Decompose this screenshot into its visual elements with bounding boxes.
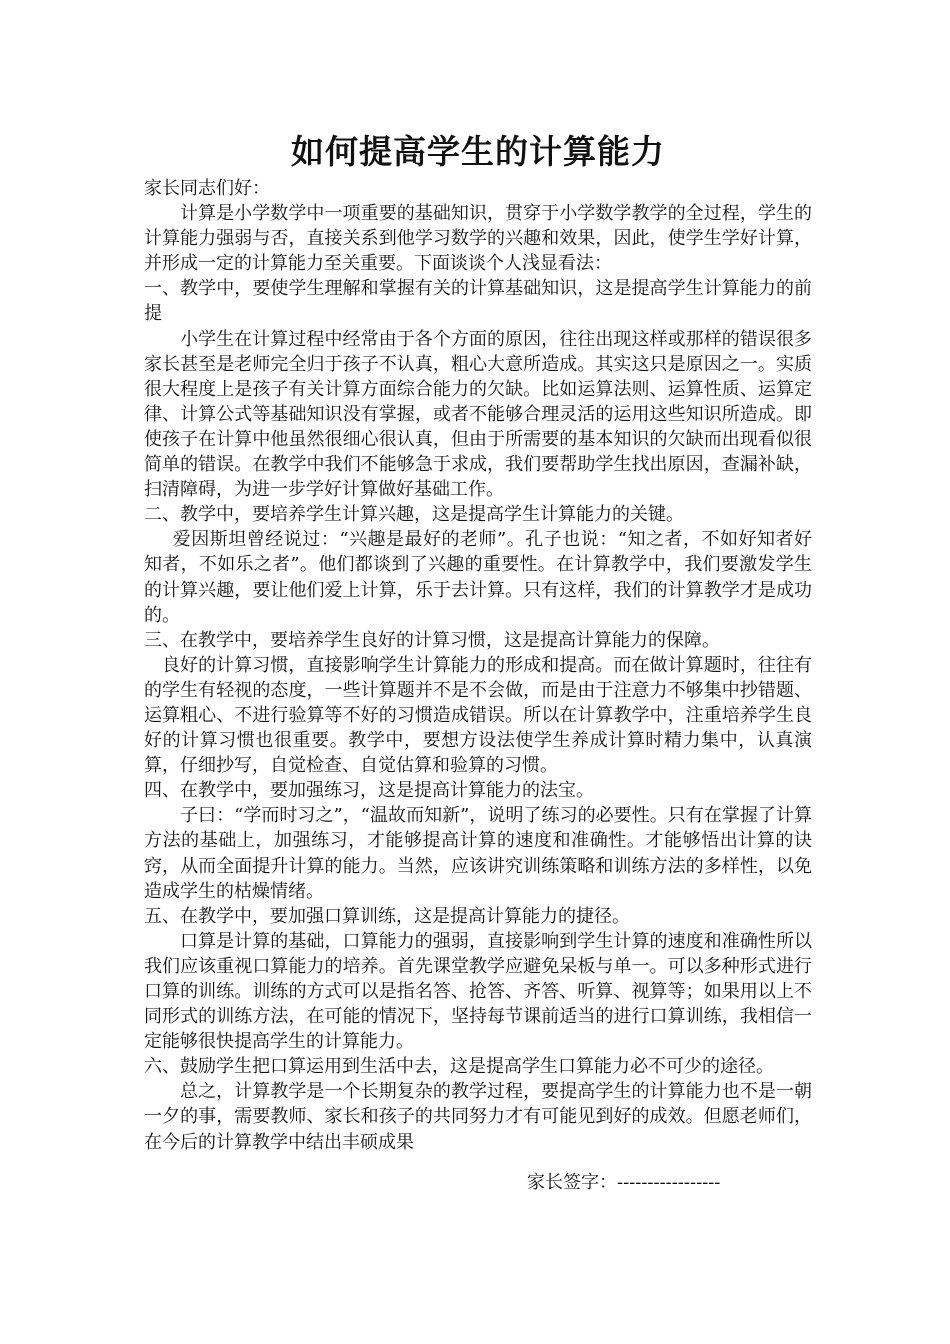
greeting: 家长同志们好： bbox=[144, 178, 270, 199]
paragraph-section-5: 口算是计算的基础，口算能力的强弱，直接影响到学生计算的速度和准确性所以我们应该重视口算能力的培养。首先课堂教学应避免呆板与单一。可以多种形式进行口算的训练。训练的方式可以是指名答、抢答、齐答、听算、视算等；如果用以上不同形式的训练方法，在可能的情况下，坚持每节课前适当的进行口算训练，我相信一定能够很快提高学生的计算能力。 bbox=[144, 930, 812, 1053]
section-heading-2: 二、教学中，要培养学生计算兴趣，这是提高学生计算能力的关键。 bbox=[144, 504, 684, 526]
parent-signature-line: 家长签字：----------------- bbox=[527, 1172, 721, 1193]
paragraph-section-4: 子曰：“学而时习之”，“温故而知新”，说明了练习的必要性。只有在掌握了计算方法的基础上，加强练习，才能够提高计算的速度和准确性。才能够悟出计算的诀窍，从而全面提升计算的能力。当然，应该讲究训练策略和训练方法的多样性，以免造成学生的枯燥情绪。 bbox=[144, 805, 812, 902]
paragraph-intro: 计算是小学数学中一项重要的基础知识，贯穿于小学数学教学的全过程，学生的计算能力强弱与否，直接关系到他学习数学的兴趣和效果，因此，使学生学好计算，并形成一定的计算能力至关重要。下面谈谈个人浅显看法： bbox=[144, 203, 812, 275]
document-title: 如何提高学生的计算能力 bbox=[291, 132, 665, 171]
paragraph-section-3: 良好的计算习惯，直接影响学生计算能力的形成和提高。而在做计算题时，往往有的学生有轻视的态度，一些计算题并不是不会做，而是由于注意力不够集中抄错题、运算粗心、不进行验算等不好的习惯造成错误。所以在计算教学中，注重培养学生良好的计算习惯也很重要。教学中，要想方设法使学生养成计算时精力集中，认真演算，仔细抄写，自觉检查、自觉估算和验算的习惯。 bbox=[144, 654, 812, 777]
paragraph-section-1: 小学生在计算过程中经常由于各个方面的原因，往往出现这样或那样的错误很多家长甚至是老师完全归于孩子不认真，粗心大意所造成。其实这只是原因之一。实质很大程度上是孩子有关计算方面综合能力的欠缺。比如运算法则、运算性质、运算定律、计算公式等基础知识没有掌握，或者不能够合理灵活的运用这些知识所造成。即使孩子在计算中他虽然很细心很认真，但由于所需要的基本知识的欠缺而出现看似很简单的错误。在教学中我们不能够急于求成，我们要帮助学生找出原因，查漏补缺，扫清障碍，为进一步学好计算做好基础工作。 bbox=[144, 328, 812, 501]
section-heading-6: 六、鼓励学生把口算运用到生活中去，这是提高学生口算能力必不可少的途径。 bbox=[144, 1056, 774, 1078]
paragraph-conclusion: 总之，计算教学是一个长期复杂的教学过程，要提高学生的计算能力也不是一朝一夕的事，需要教师、家长和孩子的共同努力才有可能见到好的成效。但愿老师们，在今后的计算教学中结出丰硕成果 bbox=[144, 1081, 812, 1153]
section-heading-1: 一、教学中，要使学生理解和掌握有关的计算基础知识，这是提高学生计算能力的前提 bbox=[144, 278, 812, 325]
document-page bbox=[144, 128, 812, 1155]
section-heading-4: 四、在教学中，要加强练习，这是提高计算能力的法宝。 bbox=[144, 780, 594, 802]
section-heading-5: 五、在教学中，要加强口算训练，这是提高计算能力的捷径。 bbox=[144, 905, 630, 927]
paragraph-section-2: 爱因斯坦曾经说过：“兴趣是最好的老师”。孔子也说：“知之者，不如好知者好知者，不如乐之者”。他们都谈到了兴趣的重要性。在计算教学中，我们要激发学生的计算兴趣，要让他们爱上计算，乐于去计算。只有这样，我们的计算教学才是成功的。 bbox=[144, 529, 812, 626]
section-heading-3: 三、在教学中，要培养学生良好的计算习惯，这是提高计算能力的保障。 bbox=[144, 629, 720, 651]
